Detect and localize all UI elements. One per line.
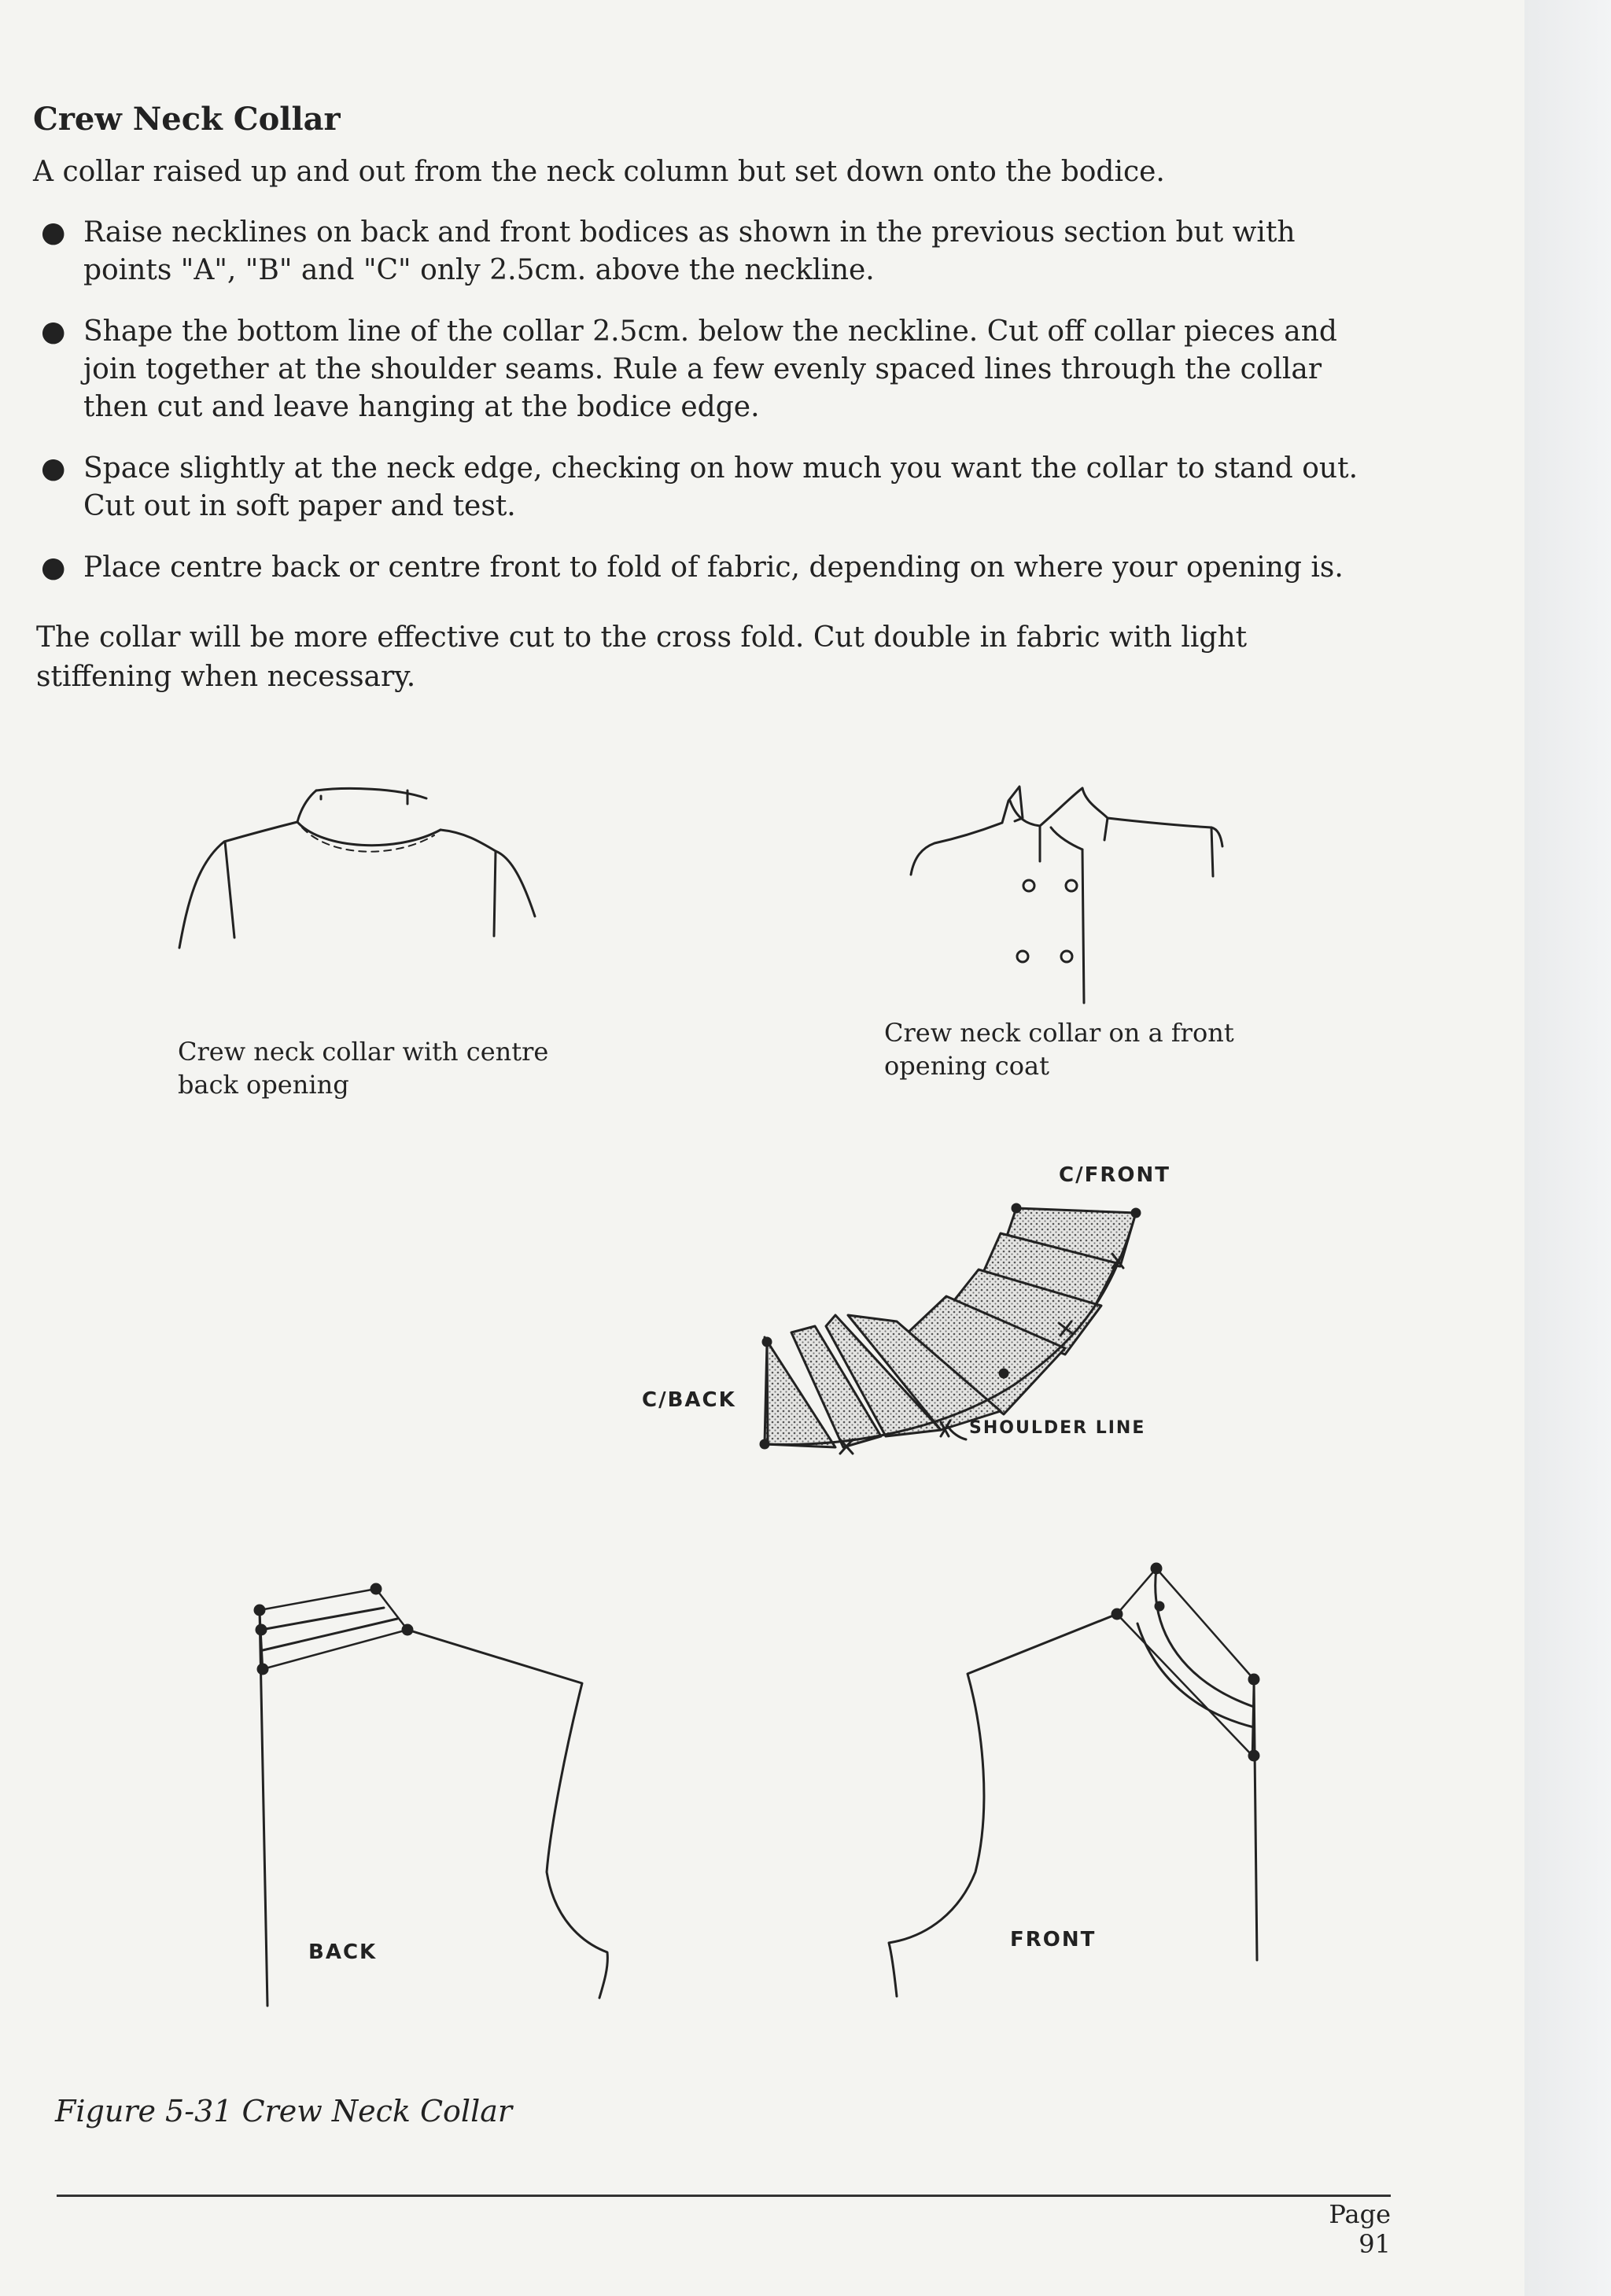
label-centre-back: C/BACK [642, 1388, 736, 1412]
label-shoulder-line: SHOULDER LINE [969, 1418, 1146, 1438]
spread-collar-diagram [761, 1204, 1140, 1454]
note-paragraph: The collar will be more effective cut to the cross fold. Cut double in fabric with light stiffening when necessary. [36, 621, 1248, 693]
front-opening-sketch [911, 787, 1222, 1003]
caption-front-opening: Crew neck collar on a front opening coat [884, 1018, 1234, 1081]
label-centre-front: C/FRONT [1059, 1163, 1170, 1187]
section-heading: Crew Neck Collar [33, 101, 341, 138]
bullet-icon: ● [41, 315, 66, 348]
label-front: FRONT [1010, 1928, 1097, 1951]
list-item-text: Space slightly at the neck edge, checking on how much you want the collar to stand out. Cut out in soft paper and test. [83, 452, 1358, 522]
back-opening-sketch [179, 788, 535, 948]
bullet-icon: ● [41, 551, 66, 584]
footer-divider [57, 2195, 1391, 2197]
label-back: BACK [308, 1940, 378, 1964]
list-item-text: Shape the bottom line of the collar 2.5cm. below the neckline. Cut off collar pieces and join together at the shoulder seams. Rule a few evenly spaced lines through the collar then cut and leave hanging at the bodice edge. [83, 315, 1337, 423]
figure-caption: Figure 5-31 Crew Neck Collar [55, 2094, 513, 2128]
intro-paragraph: A collar raised up and out from the neck column but set down onto the bodice. [33, 156, 1165, 188]
caption-back-opening: Crew neck collar with centre back opening [178, 1037, 549, 1100]
bullet-icon: ● [41, 452, 66, 485]
bullet-icon: ● [41, 216, 66, 249]
list-item-text: Place centre back or centre front to fold of fabric, depending on where your opening is. [83, 551, 1344, 584]
list-item-text: Raise necklines on back and front bodices as shown in the previous section but with points "A", "B" and "C" only 2.5cm. above the neckline. [83, 216, 1296, 286]
page-number: Page 91 [1329, 2199, 1391, 2259]
